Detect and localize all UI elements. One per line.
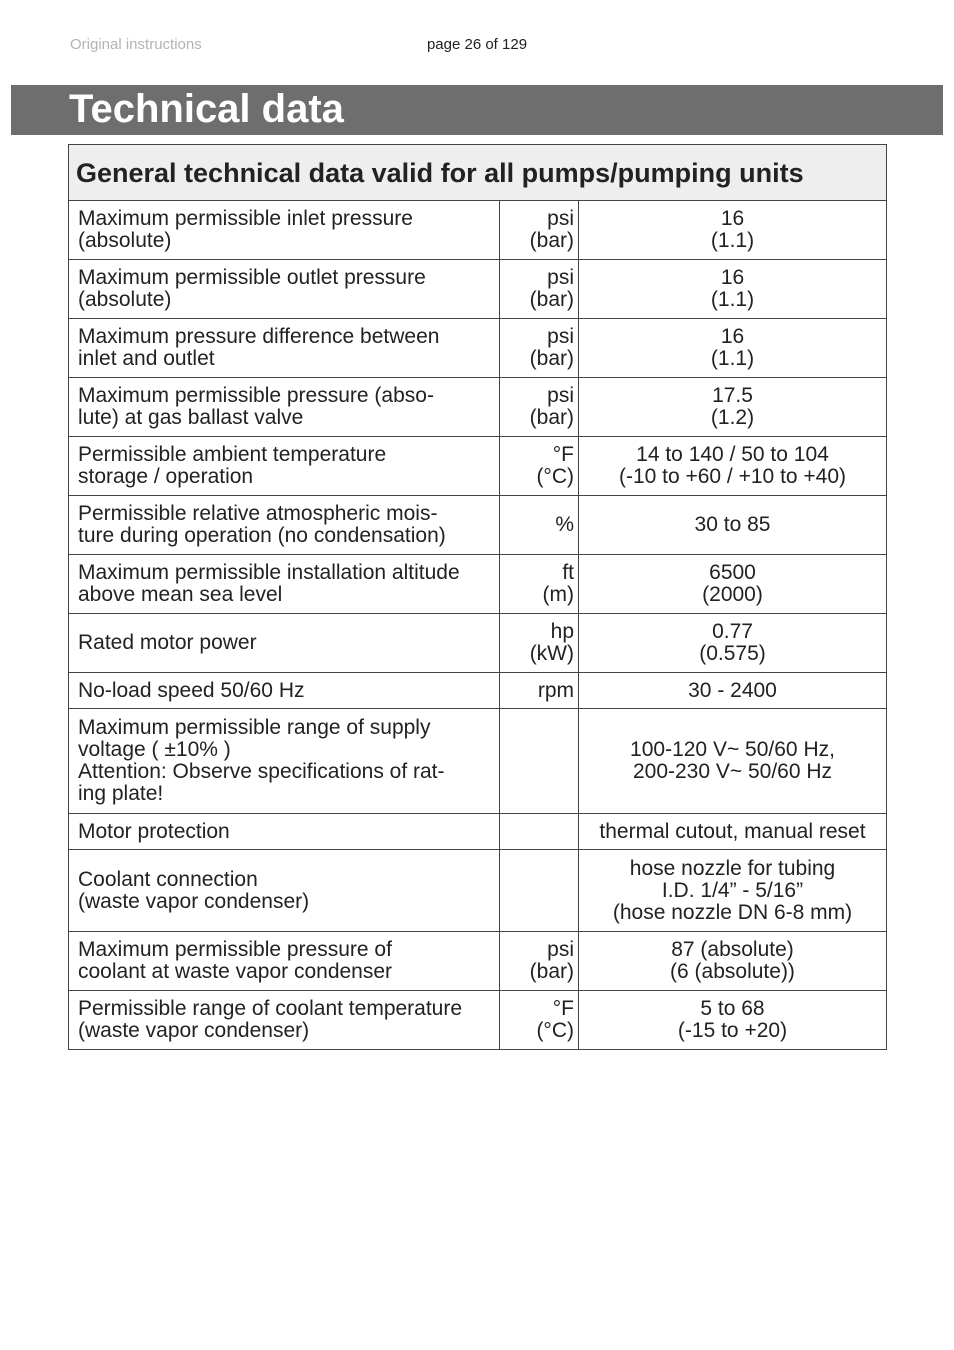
row-value: 87 (absolute) (6 (absolute)): [579, 932, 887, 991]
row-unit: psi (bar): [500, 260, 579, 319]
table-row: [69, 709, 887, 814]
row-unit: rpm: [500, 673, 579, 709]
row-label: Maximum permissible outlet pressure (absolute): [69, 260, 500, 319]
row-unit: psi (bar): [500, 932, 579, 991]
row-unit: ft (m): [500, 555, 579, 614]
row-unit: psi (bar): [500, 319, 579, 378]
row-unit: [500, 814, 579, 850]
table-row: [69, 932, 887, 991]
row-unit: psi (bar): [500, 201, 579, 260]
row-unit: [500, 709, 579, 814]
table-row: [69, 319, 887, 378]
row-value: 30 to 85: [579, 496, 887, 555]
row-value: 6500 (2000): [579, 555, 887, 614]
row-unit: psi (bar): [500, 378, 579, 437]
section-title-bar: [11, 85, 943, 135]
row-label: Maximum permissible pressure (abso- lute) at gas ballast valve: [69, 378, 500, 437]
row-unit: %: [500, 496, 579, 555]
row-unit: °F (°C): [500, 437, 579, 496]
row-label: Motor protection: [69, 814, 500, 850]
row-value: 5 to 68 (-15 to +20): [579, 991, 887, 1050]
row-label: Maximum permissible inlet pressure (absolute): [69, 201, 500, 260]
row-value: thermal cutout, manual reset: [579, 814, 887, 850]
table-row: [69, 673, 887, 709]
table-row: [69, 437, 887, 496]
page-number: page 26 of 129: [426, 36, 528, 53]
technical-data-table: [68, 144, 887, 1050]
table-row: [69, 496, 887, 555]
row-label: Permissible relative atmospheric mois- ture during operation (no condensation): [69, 496, 500, 555]
table-heading: General technical data valid for all pumps/pumping units: [69, 145, 887, 201]
row-value: 0.77 (0.575): [579, 614, 887, 673]
table-row: [69, 814, 887, 850]
table-row: [69, 850, 887, 932]
table-row: [69, 260, 887, 319]
row-label: Rated motor power: [69, 614, 500, 673]
row-value: 16 (1.1): [579, 319, 887, 378]
row-label: Maximum permissible pressure of coolant at waste vapor condenser: [69, 932, 500, 991]
row-value: 14 to 140 / 50 to 104 (-10 to +60 / +10 to +40): [579, 437, 887, 496]
row-label: Maximum pressure difference between inlet and outlet: [69, 319, 500, 378]
row-unit: [500, 850, 579, 932]
row-value: 17.5 (1.2): [579, 378, 887, 437]
row-value: 16 (1.1): [579, 260, 887, 319]
row-label: Coolant connection (waste vapor condenser): [69, 850, 500, 932]
row-unit: hp (kW): [500, 614, 579, 673]
row-unit: °F (°C): [500, 991, 579, 1050]
row-label: No-load speed 50/60 Hz: [69, 673, 500, 709]
row-label: Permissible range of coolant temperature (waste vapor condenser): [69, 991, 500, 1050]
table-row: [69, 378, 887, 437]
table-row: [69, 614, 887, 673]
row-label: Permissible ambient temperature storage / operation: [69, 437, 500, 496]
header-document-type: Original instructions: [70, 36, 202, 53]
table-heading-row: [69, 145, 887, 201]
row-value: 30 - 2400: [579, 673, 887, 709]
row-value: hose nozzle for tubing I.D. 1/4” - 5/16” (hose nozzle DN 6-8 mm): [579, 850, 887, 932]
table-row: [69, 991, 887, 1050]
table-row: [69, 555, 887, 614]
row-label: Maximum permissible installation altitude above mean sea level: [69, 555, 500, 614]
row-label: Maximum permissible range of supply voltage ( ±10% ) Attention: Observe specifications of rat- ing plate!: [69, 709, 500, 814]
section-title: Technical data: [69, 87, 344, 131]
row-value: 16 (1.1): [579, 201, 887, 260]
row-value: 100-120 V~ 50/60 Hz, 200-230 V~ 50/60 Hz: [579, 709, 887, 814]
table-row: [69, 201, 887, 260]
